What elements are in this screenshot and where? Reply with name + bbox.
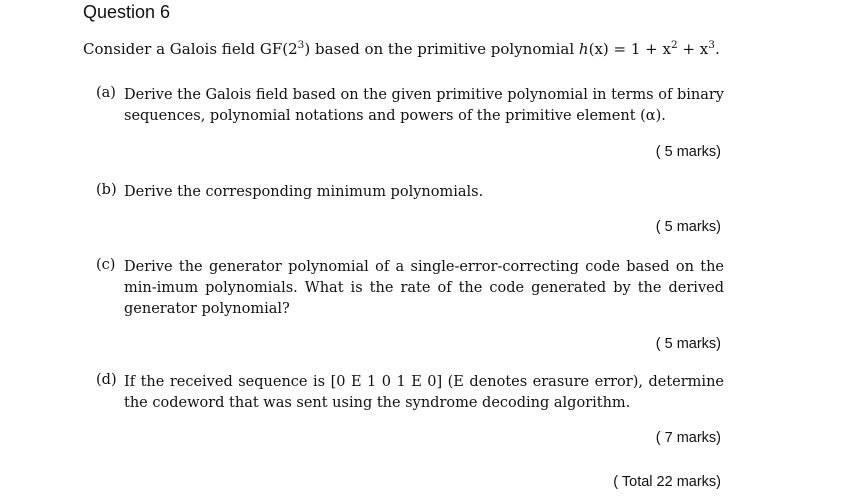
- part-c-label: (c): [96, 257, 116, 273]
- intro-exp2: 2: [670, 39, 678, 51]
- part-b-text: Derive the corresponding minimum polynomials.: [124, 184, 484, 200]
- part-b-marks: ( 5 marks): [655, 219, 721, 235]
- total-marks: ( Total 22 marks): [613, 474, 721, 490]
- intro-exp3: 3: [708, 39, 715, 51]
- part-b-label: (b): [96, 182, 117, 198]
- question-title: Question 6: [83, 2, 171, 22]
- intro-poly-var: (x) = 1 + x: [588, 40, 671, 58]
- part-a-label: (a): [96, 85, 116, 101]
- intro-end: .: [714, 40, 720, 58]
- intro-plus: + x: [677, 40, 709, 58]
- intro-middle: ) based on the primitive polynomial: [304, 40, 579, 58]
- part-c-marks: ( 5 marks): [655, 336, 721, 352]
- part-a-marks: ( 5 marks): [655, 144, 721, 160]
- intro-h: h: [578, 40, 589, 58]
- question-intro: [83, 40, 720, 58]
- part-d-marks: ( 7 marks): [655, 430, 721, 446]
- part-d-label: (d): [96, 372, 117, 388]
- part-d-text: If the received sequence is [0 E 1 0 1 E 0] (E denotes erasure error), determine the codeword that was sent using the syndrome decoding algorithm.: [124, 374, 724, 411]
- intro-exponent: 3: [297, 39, 305, 51]
- part-c-text: Derive the generator polynomial of a single-error-correcting code based on the min-imum polynomials. What is the rate of the code generated by the derived generator polynomial?: [124, 259, 724, 317]
- intro-prefix: Consider a Galois field GF(2: [83, 40, 298, 58]
- part-a-text: Derive the Galois field based on the given primitive polynomial in terms of binary sequences, polynomial notations and powers of the primitive element (α).: [124, 87, 724, 124]
